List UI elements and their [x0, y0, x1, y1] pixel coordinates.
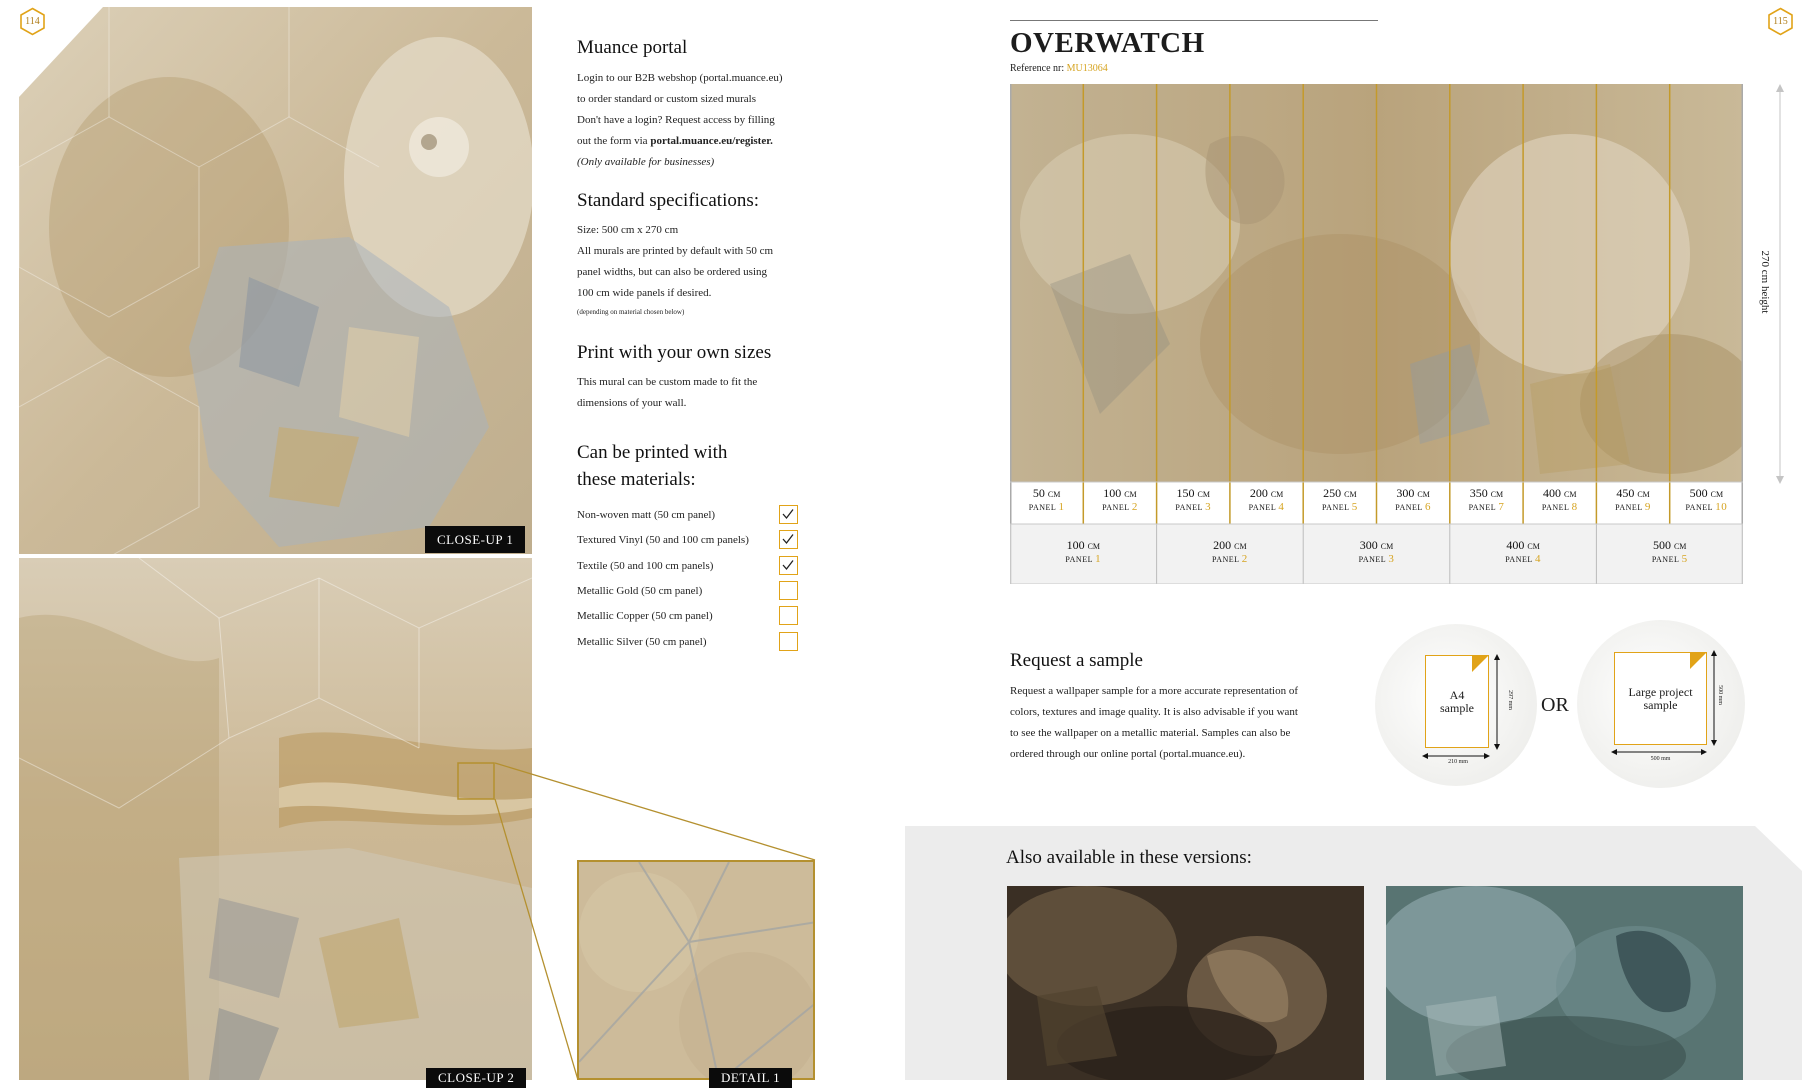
panel-size-value: 400 [1543, 486, 1562, 500]
panel-size-cell [1596, 538, 1743, 584]
panel-number: 6 [1425, 501, 1432, 513]
panel-size-value: 300 [1396, 486, 1415, 500]
panel-number: 3 [1205, 501, 1212, 513]
sample-description: Request a wallpaper sample for a more accurate representation of colors, textures and image quality. It is also advisable if you want to see the wallpaper on a metallic material. Samples can also be ordered through our online portal (portal.muance.eu). [1010, 685, 1299, 760]
material-checkbox[interactable] [779, 505, 798, 524]
panel-size-unit: CM [1087, 542, 1101, 551]
material-detail-zoom [577, 860, 815, 1080]
panel-size-cell [1083, 486, 1156, 524]
panel-word: PANEL [1468, 503, 1496, 512]
panel-size-unit: CM [1490, 490, 1504, 499]
panel-size-unit: CM [1124, 490, 1137, 499]
panel-size-cell [1303, 486, 1376, 524]
panel-size-value: 100 [1103, 486, 1122, 500]
material-checkbox[interactable] [779, 581, 798, 600]
panel-size-cell [1157, 538, 1304, 584]
detail-caption: DETAIL 1 [709, 1068, 792, 1088]
a4-width-label: 210 mm [1448, 759, 1468, 765]
panel-size-cell [1450, 538, 1597, 584]
panel-size-unit: CM [1344, 490, 1357, 499]
specs-title: Standard specifications: [577, 190, 760, 211]
panel-number: 1 [1058, 501, 1065, 513]
portal-title: Muance portal [577, 37, 688, 58]
panel-size-value: 450 [1616, 486, 1635, 500]
panel-size-value: 400 [1506, 538, 1525, 552]
panel-size-cell [1157, 486, 1230, 524]
closeup-caption-2: CLOSE-UP 2 [426, 1068, 526, 1088]
panel-size-cell [1230, 486, 1303, 524]
panel-number: 5 [1351, 501, 1358, 513]
version-dark-brown-thumbnail[interactable] [1007, 886, 1364, 1080]
large-sample-label: Large project sample [1628, 685, 1693, 712]
panel-word: PANEL [1395, 503, 1423, 512]
panel-word: PANEL [1028, 503, 1057, 512]
own-sizes-description: This mural can be custom made to fit the dimensions of your wall. [577, 376, 758, 409]
material-row [577, 632, 799, 657]
panel-size-value: 500 [1652, 538, 1671, 552]
checkmark-icon [781, 532, 795, 546]
panel-number: 3 [1388, 553, 1395, 565]
panel-number: 1 [1095, 553, 1102, 565]
checkmark-icon [781, 558, 795, 572]
closeup-caption-1: CLOSE-UP 1 [425, 526, 525, 553]
large-width-label: 500 mm [1650, 756, 1671, 762]
checkmark-icon [781, 507, 795, 521]
panel-size-value: 50 [1032, 486, 1045, 500]
panel-size-unit: CM [1270, 490, 1284, 499]
panel-size-unit: CM [1380, 542, 1394, 551]
panel-size-value: 500 [1689, 486, 1708, 500]
panel-size-value: 300 [1359, 538, 1378, 552]
panel-number: 10 [1715, 501, 1728, 513]
materials-title: Can be printed with these materials: [577, 442, 728, 490]
panel-word: PANEL [1685, 503, 1713, 512]
panel-word: PANEL [1065, 555, 1093, 564]
material-checkbox[interactable] [779, 556, 798, 575]
panel-size-cell [1450, 486, 1523, 524]
material-row [577, 556, 799, 581]
or-divider: OR [1541, 694, 1569, 716]
page-number-left: 114 [25, 16, 40, 27]
panel-word: PANEL [1248, 503, 1276, 512]
material-row [577, 505, 799, 530]
panel-word: PANEL [1615, 503, 1643, 512]
material-row [577, 530, 799, 555]
title-rule [1010, 20, 1378, 21]
material-label: Metallic Copper (50 cm panel) [577, 610, 713, 623]
material-checkbox[interactable] [779, 530, 798, 549]
large-dimension-arrows [1608, 646, 1728, 766]
panel-size-unit: CM [1197, 490, 1210, 499]
panel-word: PANEL [1651, 555, 1680, 564]
specs-description: Size: 500 cm x 270 cm All murals are printed by default with 50 cm panel widths, but can also be ordered using 100 cm wide panels if desired. (depending on material chosen below) [577, 224, 774, 316]
panel-number: 5 [1681, 553, 1688, 565]
page-number-right: 115 [1773, 16, 1788, 27]
material-label: Textile (50 and 100 cm panels) [577, 559, 714, 572]
page-number-badge-right [1766, 7, 1795, 36]
own-sizes-title: Print with your own sizes [577, 342, 772, 363]
panel-size-cell [1596, 486, 1669, 524]
panel-size-unit: CM [1527, 542, 1540, 551]
a4-height-label: 297 mm [1507, 690, 1513, 710]
material-row [577, 581, 799, 606]
panel-number: 4 [1278, 501, 1285, 513]
a4-sample-label: A4 sample [1440, 688, 1474, 715]
panel-number: 7 [1498, 501, 1505, 513]
panel-size-cell [1303, 538, 1450, 584]
height-arrow-icon [1770, 84, 1790, 484]
reference-number: Reference nr: MU13064 [1010, 63, 1108, 74]
panel-size-value: 250 [1323, 486, 1342, 500]
material-label: Metallic Silver (50 cm panel) [577, 635, 707, 648]
panel-size-unit: CM [1564, 490, 1577, 499]
version-blue-grey-thumbnail[interactable] [1386, 886, 1743, 1080]
material-checkbox[interactable] [779, 606, 798, 625]
panel-size-value: 150 [1176, 486, 1195, 500]
portal-register-link[interactable]: portal.muance.eu/register. [650, 135, 773, 147]
panel-word: PANEL [1102, 503, 1130, 512]
panel-size-cell [1010, 486, 1083, 524]
panel-number: 9 [1644, 501, 1651, 513]
panel-number: 2 [1131, 501, 1138, 513]
material-label: Textured Vinyl (50 and 100 cm panels) [577, 534, 749, 547]
a4-dimension-arrows [1420, 650, 1510, 770]
material-row [577, 606, 799, 631]
panel-word: PANEL [1541, 503, 1570, 512]
panel-size-cell [1670, 486, 1743, 524]
panel-size-cell [1523, 486, 1596, 524]
product-name: OVERWATCH [1010, 27, 1205, 59]
panel-word: PANEL [1321, 503, 1350, 512]
panel-number: 2 [1241, 553, 1248, 565]
panel-number: 4 [1534, 553, 1541, 565]
panel-size-unit: CM [1234, 542, 1247, 551]
panel-size-cell [1377, 486, 1450, 524]
panel-size-value: 350 [1469, 486, 1488, 500]
panel-size-unit: CM [1417, 490, 1430, 499]
panel-size-unit: CM [1637, 490, 1650, 499]
portal-description: Login to our B2B webshop (portal.muance.eu) to order standard or custom sized murals Don't have a login? Request access by filling out the form via portal.muance.eu/register. (Only available for businesses) [577, 72, 783, 168]
large-height-label: 500 mm [1717, 685, 1723, 705]
material-label: Metallic Gold (50 cm panel) [577, 584, 703, 597]
versions-title: Also available in these versions: [1006, 847, 1252, 868]
panel-number: 8 [1571, 501, 1578, 513]
panel-size-unit: CM [1673, 542, 1687, 551]
panel-word: PANEL [1212, 555, 1240, 564]
height-label: 270 cm height [1759, 250, 1771, 314]
panel-word: PANEL [1358, 555, 1386, 564]
panel-size-value: 200 [1213, 538, 1232, 552]
panel-size-unit: CM [1047, 490, 1061, 499]
panel-size-value: 200 [1249, 486, 1268, 500]
panel-word: PANEL [1505, 555, 1533, 564]
panel-size-unit: CM [1710, 490, 1724, 499]
material-checkbox[interactable] [779, 632, 798, 651]
sample-title: Request a sample [1010, 650, 1143, 671]
panel-size-value: 100 [1066, 538, 1085, 552]
material-label: Non-woven matt (50 cm panel) [577, 509, 716, 521]
panel-word: PANEL [1175, 503, 1203, 512]
panel-size-cell [1010, 538, 1157, 584]
